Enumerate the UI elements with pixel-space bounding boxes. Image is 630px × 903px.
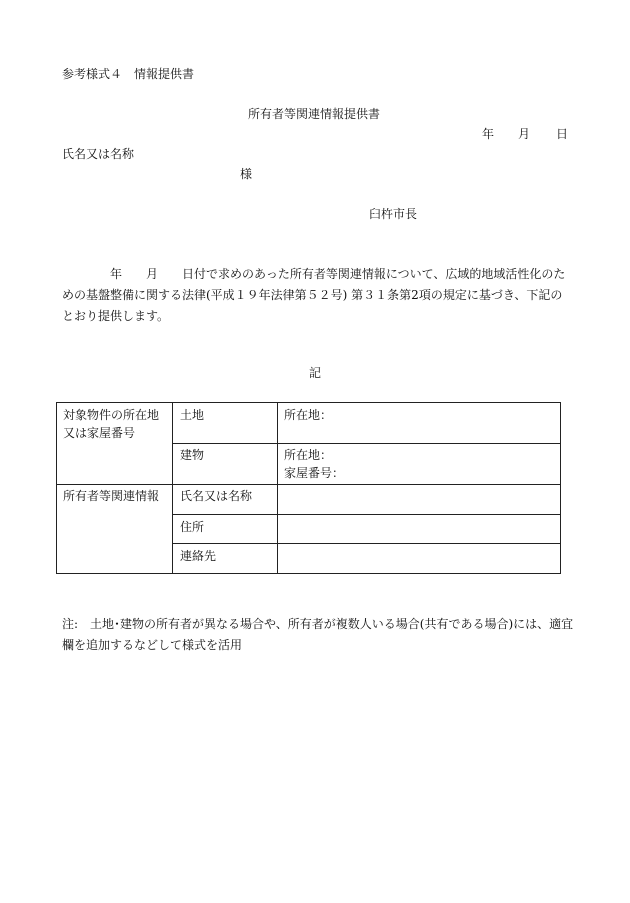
body-line: とおり提供します。: [62, 309, 170, 323]
table-divider-col2: [277, 402, 278, 574]
document-title: 所有者等関連情報提供書: [248, 107, 381, 121]
body-line: めの基盤整備に関する法律(平成１９年法律第５２号) 第３１条第2項の規定に基づき、下記の: [62, 288, 563, 302]
table-border-bottom: [56, 573, 561, 574]
land-label: 土地: [180, 408, 205, 422]
date-day-label: 日: [556, 127, 569, 141]
footnote-line: 欄を追加するなどして様式を活用: [62, 638, 243, 652]
recipient-name-label: 氏名又は名称: [62, 147, 135, 161]
owner-header: 所有者等関連情報: [63, 489, 160, 503]
owner-address-label: 住所: [180, 520, 205, 534]
building-label: 建物: [180, 448, 205, 462]
date-year-label: 年: [482, 127, 495, 141]
recipient-honorific: 様: [240, 167, 253, 181]
body-line: 年 月 日付で求めのあった所有者等関連情報について、広域的地域活性化のた: [62, 267, 566, 281]
property-header-line2: 又は家屋番号: [63, 426, 136, 440]
footnote-line: 注: 土地･建物の所有者が異なる場合や、所有者が複数人いる場合(共有である場合)には、適宜: [62, 617, 574, 631]
owner-name-label: 氏名又は名称: [180, 489, 253, 503]
ki-heading: 記: [309, 366, 322, 380]
info-table: [56, 402, 561, 574]
table-border-right: [560, 402, 561, 574]
footnote: [62, 614, 572, 656]
table-divider-name-address: [172, 514, 561, 515]
land-location-label: 所在地：: [284, 408, 333, 422]
table-divider-address-contact: [172, 543, 561, 544]
building-number-label: 家屋番号：: [284, 466, 345, 480]
table-divider-land-building: [172, 443, 561, 444]
form-label: 参考様式４ 情報提供書: [62, 67, 195, 81]
issuer: 臼杵市長: [369, 207, 418, 221]
body-paragraph: [62, 264, 572, 327]
table-border-left: [56, 402, 57, 574]
table-border-top: [56, 402, 561, 403]
table-divider-col1: [172, 402, 173, 574]
owner-contact-label: 連絡先: [180, 549, 217, 563]
table-divider-property-owner: [56, 484, 561, 485]
property-header-line1: 対象物件の所在地: [63, 408, 160, 422]
building-location-label: 所在地：: [284, 448, 333, 462]
date-month-label: 月: [518, 127, 531, 141]
